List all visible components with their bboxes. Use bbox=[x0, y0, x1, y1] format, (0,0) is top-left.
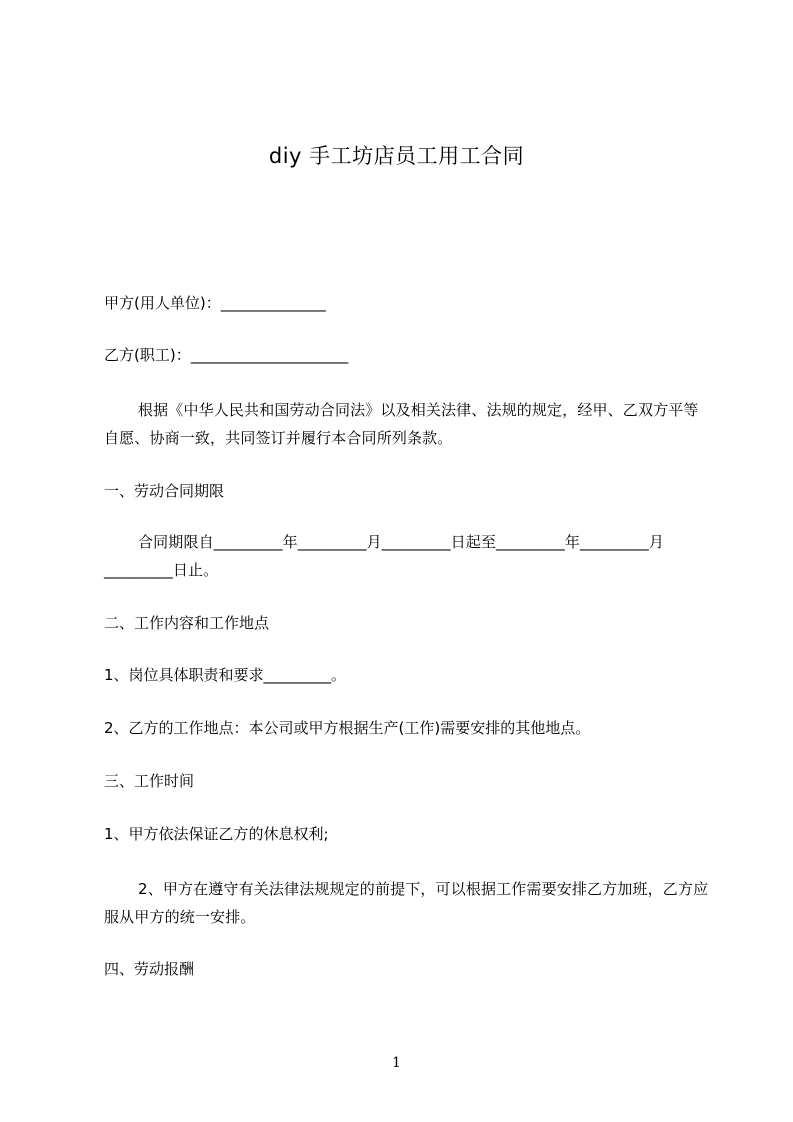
party-b-line: 乙方(职工)：_____________________ bbox=[104, 346, 349, 364]
document-title: diy 手工坊店员工用工合同 bbox=[268, 144, 525, 168]
work-duties-paragraph: 1、岗位具体职责和要求_________。 bbox=[104, 666, 347, 684]
page-number: 1 bbox=[392, 1055, 401, 1071]
overtime-paragraph: 2、甲方在遵守有关法律法规规定的前提下，可以根据工作需要安排乙方加班，乙方应服从甲方的统一安排。 bbox=[104, 880, 709, 926]
preamble-paragraph: 根据《中华人民共和国劳动合同法》以及相关法律、法规的规定，经甲、乙双方平等自愿、协商一致，共同签订并履行本合同所列条款。 bbox=[104, 401, 699, 447]
work-location-paragraph: 2、乙方的工作地点：本公司或甲方根据生产(工作)需要安排的其他地点。 bbox=[104, 719, 591, 737]
contract-term-paragraph: 合同期限自_________年_________月_________日起至_________年_________月_________日止。 bbox=[104, 533, 665, 579]
section-heading-hours: 三、工作时间 bbox=[104, 772, 195, 790]
party-a-line: 甲方(用人单位)：______________ bbox=[104, 294, 326, 312]
section-heading-work: 二、工作内容和工作地点 bbox=[104, 614, 270, 632]
section-heading-pay: 四、劳动报酬 bbox=[104, 960, 195, 978]
rest-rights-paragraph: 1、甲方依法保证乙方的休息权利; bbox=[104, 825, 329, 843]
section-heading-term: 一、劳动合同期限 bbox=[104, 482, 225, 500]
